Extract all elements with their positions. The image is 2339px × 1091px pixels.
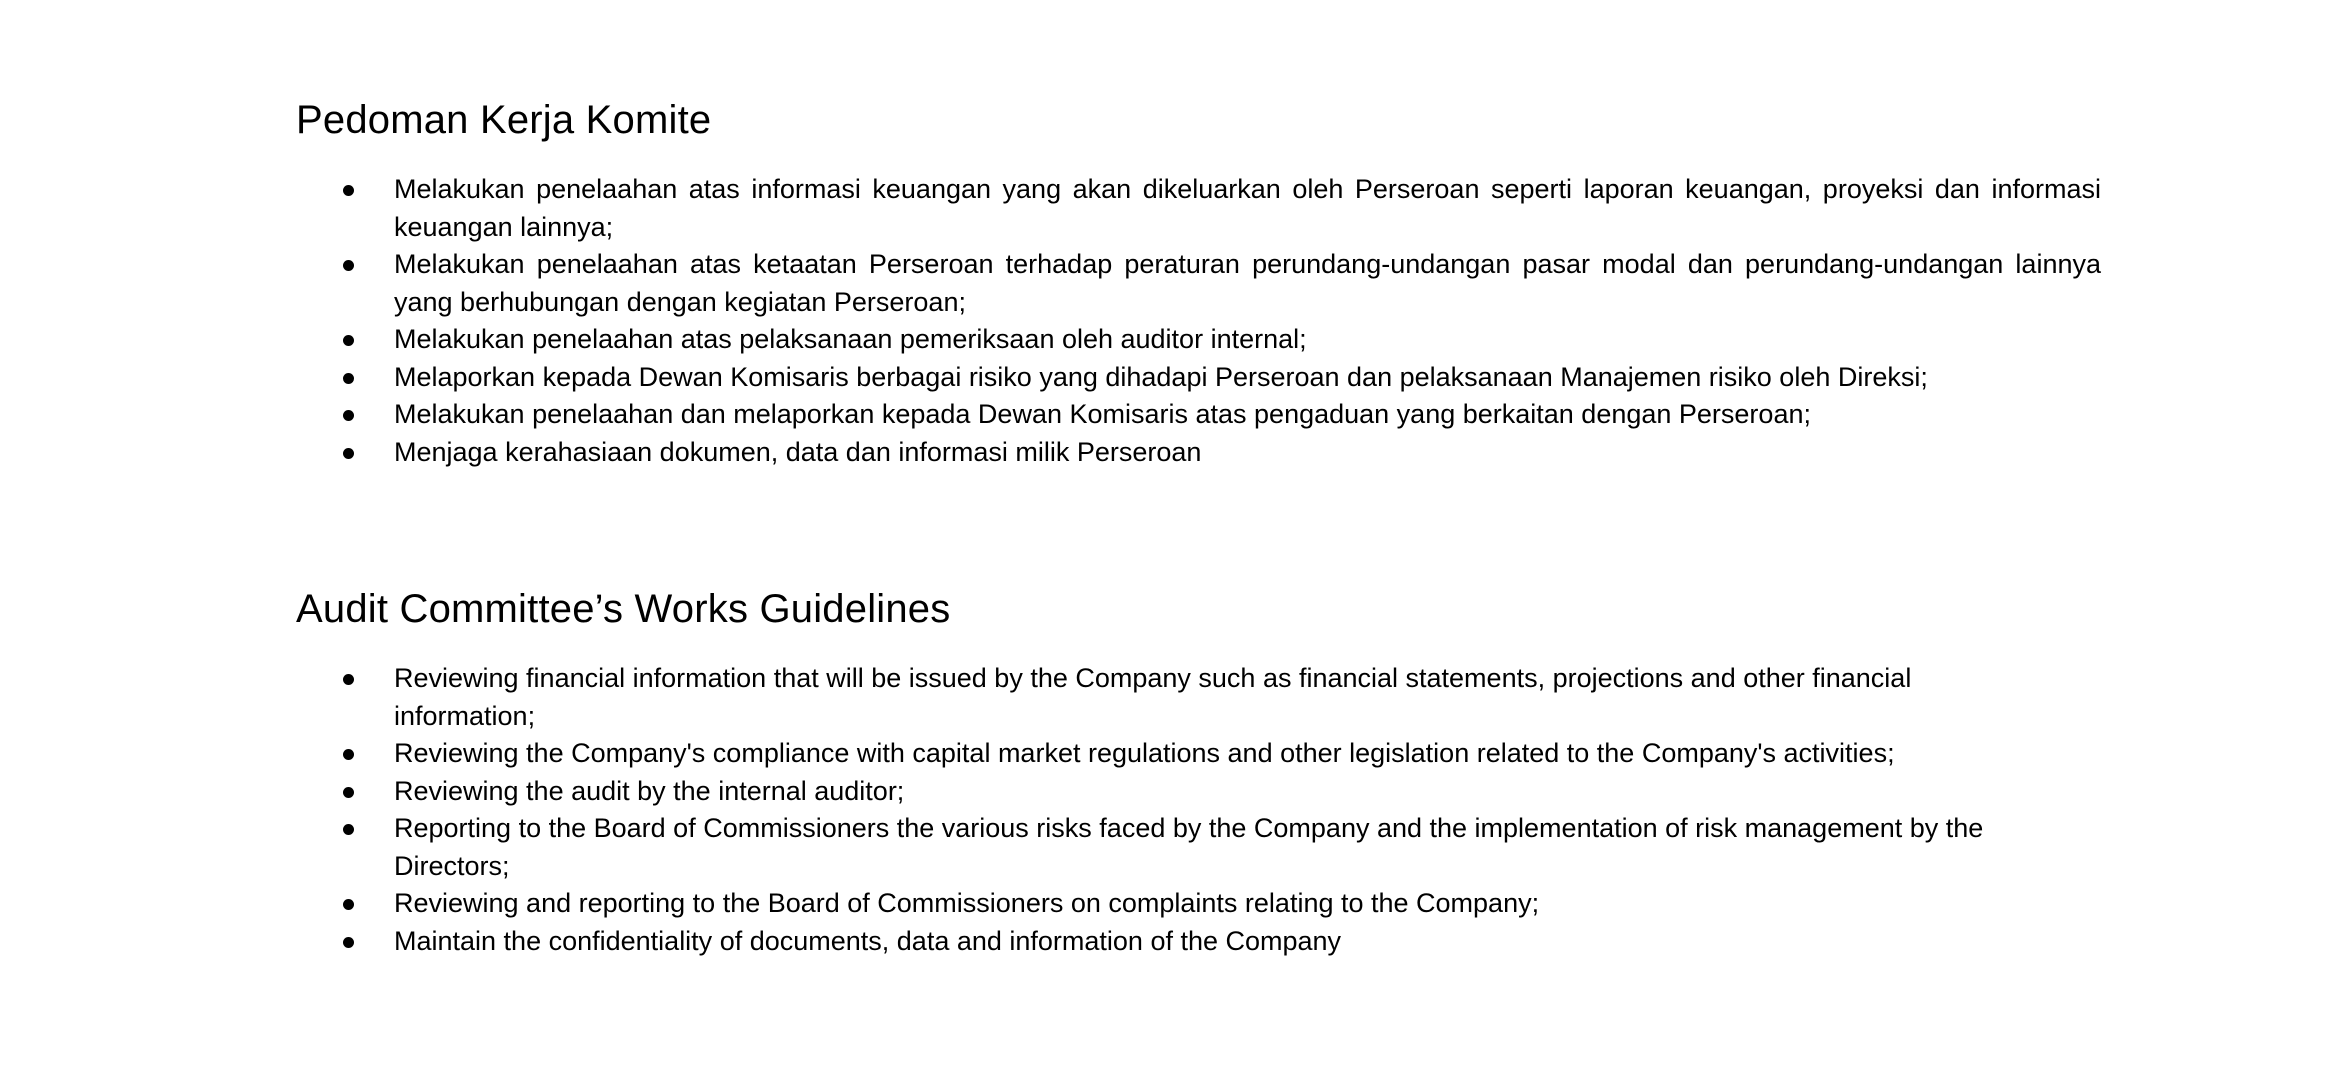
bullet-icon: [343, 185, 354, 196]
bullet-item: [296, 773, 2101, 811]
bullet-item: [296, 171, 2101, 246]
bullet-icon: [343, 335, 354, 346]
bullet-icon: [343, 824, 354, 835]
bullet-text: Melakukan penelaahan atas informasi keuangan yang akan dikeluarkan oleh Perseroan seperti laporan keuangan, proyeksi dan informasi keuangan lainnya;: [394, 174, 2101, 242]
bullet-item: [296, 885, 2101, 923]
bullet-icon: [343, 899, 354, 910]
bullet-icon: [343, 373, 354, 384]
section-pedoman-kerja-komite: [296, 92, 2101, 471]
bullet-icon: [343, 749, 354, 760]
bullet-text: Melaporkan kepada Dewan Komisaris berbagai risiko yang dihadapi Perseroan dan pelaksanaan Manajemen risiko oleh Direksi;: [394, 361, 1928, 392]
bullet-text: Melakukan penelaahan dan melaporkan kepada Dewan Komisaris atas pengaduan yang berkaitan dengan Perseroan;: [394, 399, 1811, 429]
bullet-item: [296, 321, 2101, 359]
bullet-text: Maintain the confidentiality of documents, data and information of the Company: [394, 925, 1342, 956]
bullet-item: [296, 359, 2101, 397]
bullet-icon: [343, 674, 354, 685]
bullet-text: Melakukan penelaahan atas ketaatan Perseroan terhadap peraturan perundang-undangan pasar modal dan perundang-undangan lainnya yang berhubungan dengan kegiatan Perseroan;: [394, 249, 2101, 317]
bullet-list: [296, 660, 2101, 960]
bullet-list: [296, 171, 2101, 471]
bullet-icon: [343, 410, 354, 421]
bullet-text: Reviewing financial information that will be issued by the Company such as financial statements, projections and other financial information;: [394, 663, 1912, 731]
bullet-text: Reviewing and reporting to the Board of Commissioners on complaints relating to the Company;: [394, 888, 1540, 918]
bullet-text: Reviewing the Company's compliance with capital market regulations and other legislation related to the Company's activities;: [394, 738, 1895, 768]
bullet-item: [296, 396, 2101, 434]
section-audit-committee-guidelines: [296, 581, 2101, 960]
bullet-icon: [343, 787, 354, 798]
bullet-item: [296, 923, 2101, 961]
bullet-icon: [343, 937, 354, 948]
bullet-text: Menjaga kerahasiaan dokumen, data dan informasi milik Perseroan: [394, 436, 1202, 467]
bullet-item: [296, 246, 2101, 321]
bullet-text: Reporting to the Board of Commissioners the various risks faced by the Company and the implementation of risk management by the Directors;: [394, 813, 1984, 881]
bullet-item: [296, 660, 2101, 735]
bullet-item: [296, 434, 2101, 472]
bullet-icon: [343, 260, 354, 271]
bullet-text: Melakukan penelaahan atas pelaksanaan pemeriksaan oleh auditor internal;: [394, 324, 1307, 354]
bullet-text: Reviewing the audit by the internal auditor;: [394, 775, 905, 806]
bullet-icon: [343, 448, 354, 459]
bullet-item: [296, 735, 2101, 773]
bullet-item: [296, 810, 2101, 885]
section-heading: Pedoman Kerja Komite: [296, 98, 712, 142]
section-heading: Audit Committee’s Works Guidelines: [296, 587, 951, 631]
